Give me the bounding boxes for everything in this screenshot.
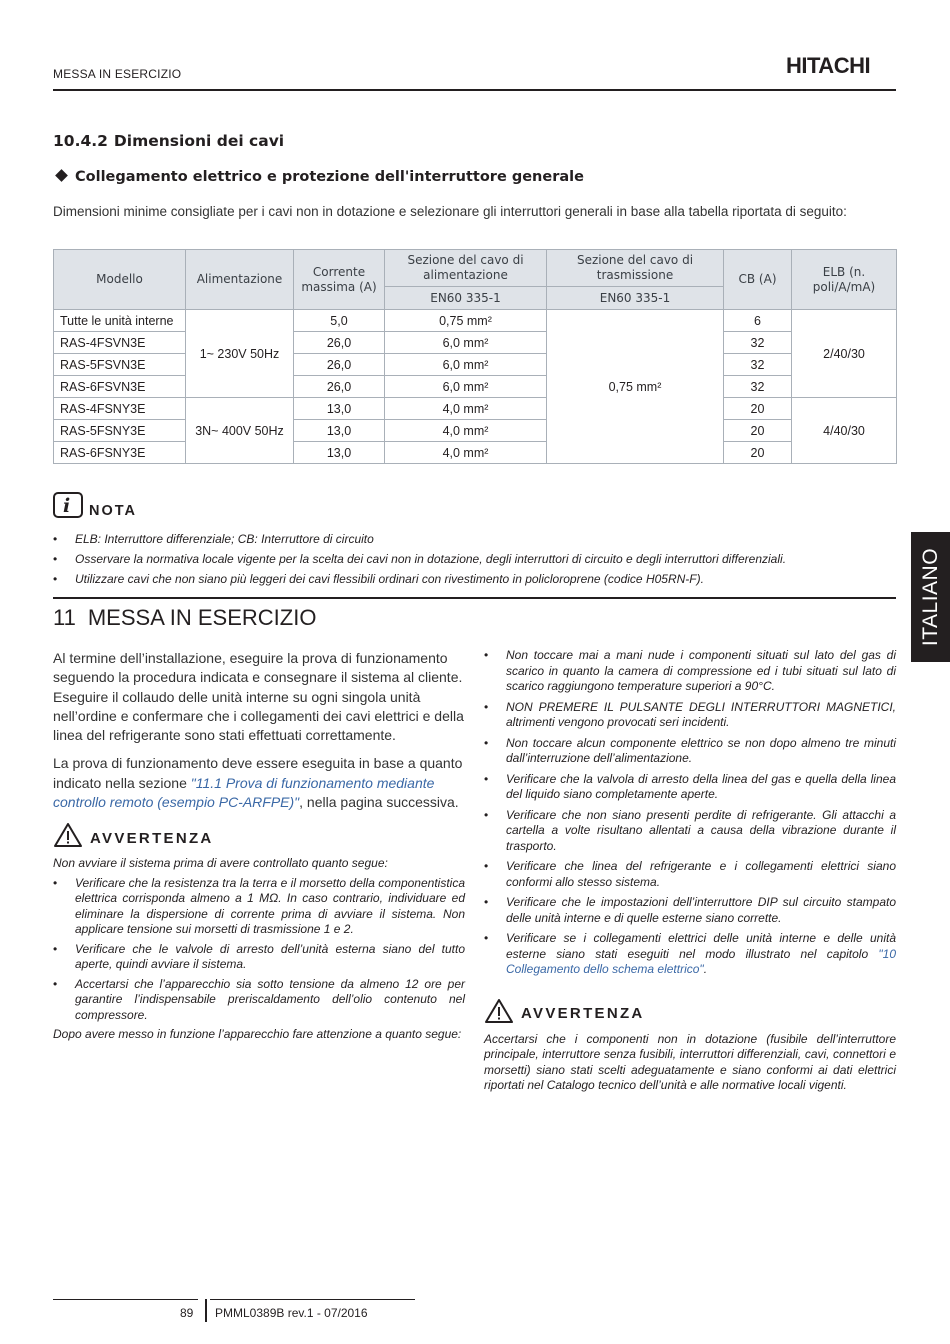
cell-cb: 20 [724, 442, 792, 464]
right-column [484, 648, 896, 1094]
cell-elb-group: 4/40/30 [792, 398, 897, 464]
precaution-list-block [484, 648, 896, 978]
warning-title: AVVERTENZA [90, 829, 214, 847]
cell-cb: 6 [724, 310, 792, 332]
cell-power-group: 1~ 230V 50Hz [186, 310, 294, 398]
note-item: • ELB: Interruttore differenziale; CB: Interruttore di circuito [53, 529, 896, 549]
cell-section: 6,0 mm² [385, 332, 547, 354]
cell-model: RAS-5FSNY3E [54, 420, 186, 442]
cell-elb-group: 2/40/30 [792, 310, 897, 398]
warning-item: • Verificare che le valvole di arresto dell’unità esterna siano del tutto aperte, quindi avviare il sistema. [53, 942, 465, 973]
table-row [54, 310, 897, 332]
running-header-section: MESSA IN ESERCIZIO [53, 67, 182, 81]
table-row [54, 398, 897, 420]
col-header-supply-cable: Sezione del cavo di alimentazione [385, 250, 547, 287]
language-side-tab [911, 532, 950, 662]
cell-model: RAS-6FSVN3E [54, 376, 186, 398]
test-run-paragraph [53, 754, 465, 812]
cell-current: 26,0 [294, 354, 385, 376]
warning-item: • Verificare che la resistenza tra la terra e il morsetto della componentistica elettrica corrisponda almeno a 1 MΩ. In caso contrario, individuare ed eliminare la dispersione di corrente prima di avviare il sistema. Non applicare tensione sui morsetti di trasmissione 1 e 2. [53, 876, 465, 938]
warning-intro: Non avviare il sistema prima di avere controllato quanto segue: [53, 856, 388, 871]
section-heading [53, 169, 584, 185]
cell-section: 0,75 mm² [385, 310, 547, 332]
header-rule [53, 89, 896, 91]
footer-divider [205, 1299, 207, 1322]
page-number: 89 [180, 1306, 194, 1320]
cell-model: RAS-4FSNY3E [54, 398, 186, 420]
footer-rule [53, 1299, 198, 1300]
table-row [54, 376, 897, 398]
col-header-elb: ELB (n. poli/A/mA) [792, 250, 897, 310]
precaution-list [484, 648, 896, 978]
table-row [54, 354, 897, 376]
document-code: PMML0389B rev.1 - 07/2016 [215, 1306, 368, 1320]
chapter-number: 11 [53, 605, 76, 630]
warning-item: • Accertarsi che l’apparecchio sia sotto tensione da almeno 12 ore per garantire l’indispensabile preriscaldamento dell’olio contenuto nel compressore. [53, 977, 465, 1024]
cell-section: 4,0 mm² [385, 398, 547, 420]
language-label: ITALIANO [918, 547, 942, 647]
cell-model: RAS-6FSNY3E [54, 442, 186, 464]
note-item: • Utilizzare cavi che non siano più leggeri dei cavi flessibili ordinari con rivestimento in policloroprene (codice H05RN-F). [53, 569, 896, 589]
chapter-rule [53, 597, 896, 599]
warning-body [53, 856, 465, 1043]
cell-cb: 32 [724, 376, 792, 398]
cell-cb: 32 [724, 354, 792, 376]
chapter-title-text: MESSA IN ESERCIZIO [87, 605, 317, 630]
table-row [54, 442, 897, 464]
paragraph-text: , nella pagina successiva. [299, 794, 459, 811]
cell-model: RAS-4FSVN3E [54, 332, 186, 354]
footer-rule [210, 1299, 415, 1300]
warning-icon [53, 822, 83, 848]
warning-list [53, 876, 465, 1024]
cell-current: 13,0 [294, 398, 385, 420]
chapter-title [53, 605, 316, 631]
subsection-title [53, 132, 284, 150]
test-run-section-link[interactable]: "11.1 Prova di funzionamento mediante controllo remoto (esempio PC-ARFPE)" [53, 774, 435, 811]
cell-section: 4,0 mm² [385, 420, 547, 442]
warning-title: AVVERTENZA [521, 1005, 645, 1022]
cell-current: 26,0 [294, 376, 385, 398]
col-header-current: Corrente massima (A) [294, 250, 385, 310]
col-header-model: Modello [54, 250, 186, 310]
precaution-item: • Verificare che la valvola di arresto della linea del gas e quella della linea del liquido siano completamente aperte. [484, 772, 896, 803]
item-text: Verificare se i collegamenti elettrici delle unità interne e delle unità esterne siano stati eseguiti nel modo illustrato nel capitolo [506, 931, 896, 961]
cell-section: 4,0 mm² [385, 442, 547, 464]
table-row [54, 332, 897, 354]
precaution-item: • Non toccare mai a mani nude i componenti situati sul lato del gas di scarico in quanto la camera di compressione ed i tubi situati sul lato di scarico raggiungono temperature superiori a 90°C. [484, 648, 896, 695]
cell-current: 26,0 [294, 332, 385, 354]
cell-cb: 20 [724, 398, 792, 420]
precaution-item: • NON PREMERE IL PULSANTE DEGLI INTERRUTTORI MAGNETICI, altrimenti vengono provocati seri incidenti. [484, 700, 896, 731]
col-header-cb: CB (A) [724, 250, 792, 310]
subsection-number: 10.4.2 [53, 132, 108, 150]
brand-logo: HITACHI [786, 53, 871, 78]
cable-size-table [53, 249, 897, 464]
warning-heading [484, 998, 896, 1024]
precaution-item: • Non toccare alcun componente elettrico se non dopo almeno tre minuti dall’interruzione dell’alimentazione. [484, 736, 896, 767]
note-item: • Osservare la normativa locale vigente per la scelta dei cavi non in dotazione, degli interruttori di circuito e degli interruttori differenziali. [53, 549, 896, 569]
warning-text: Accertarsi che i componenti non in dotazione (fusibile dell’interruttore principale, interruttore senza fusibili, interruttori differenziali, cavi, connettori e morsetti) siano stati scelti adeguatamente e siano conformi ai dati elettrici riportati nel Catalogo tecnico dell’unità e alle normative locali vigenti. [484, 1031, 896, 1092]
cell-current: 13,0 [294, 442, 385, 464]
warning-outro: Dopo avere messo in funzione l’apparecchio fare attenzione a quanto segue: [53, 1027, 462, 1042]
col-header-standard: EN60 335-1 [385, 287, 547, 310]
section-heading-text: Collegamento elettrico e protezione dell'interruttore generale [75, 169, 584, 185]
cell-current: 13,0 [294, 420, 385, 442]
col-header-standard: EN60 335-1 [547, 287, 724, 310]
item-text: . [703, 962, 708, 976]
warning-heading [53, 822, 465, 848]
cell-cb: 20 [724, 420, 792, 442]
diamond-bullet-icon [55, 169, 68, 182]
col-header-transmission-cable: Sezione del cavo di trasmissione [547, 250, 724, 287]
commissioning-paragraph: Al termine dell’installazione, eseguire la prova di funzionamento seguendo la procedura indicata e consegnare il sistema al cliente. Eseguire il collaudo delle unità interne su ogni singola unità nell’ordine e confermare che i collegamenti dei cavi elettrici e della linea del refrigerante sono stati effettuati correttamente. [53, 650, 464, 744]
cell-section: 6,0 mm² [385, 354, 547, 376]
cell-model: Tutte le unità interne [54, 310, 186, 332]
cell-model: RAS-5FSVN3E [54, 354, 186, 376]
table-row [54, 420, 897, 442]
note-list [53, 529, 896, 589]
cell-power-group: 3N~ 400V 50Hz [186, 398, 294, 464]
info-icon: i [53, 492, 83, 518]
cell-transmission: 0,75 mm² [547, 310, 724, 464]
cell-current: 5,0 [294, 310, 385, 332]
precaution-item: • Verificare che linea del refrigerante e i collegamenti elettrici siano conformi allo stesso sistema. [484, 859, 896, 890]
warning-icon [484, 998, 514, 1024]
paragraph-text: La prova di funzionamento deve essere eseguita in base a quanto indicato nella sezione [53, 755, 463, 791]
left-column [53, 649, 465, 1047]
precaution-item: • Verificare che le impostazioni dell’interruttore DIP sul circuito stampato delle unità interne e di quelle esterne siano corrette. [484, 895, 896, 926]
note-title: NOTA [89, 503, 138, 519]
wiring-chapter-link[interactable]: "10 Collegamento dello schema elettrico" [506, 946, 896, 976]
precaution-item: • Verificare che non siano presenti perdite di refrigerante. Gli attacchi a cartella a volte risultano allentati a causa della vibrazione durante il trasporto. [484, 808, 896, 855]
subsection-title-text: Dimensioni dei cavi [113, 132, 285, 150]
cell-section: 6,0 mm² [385, 376, 547, 398]
intro-paragraph: Dimensioni minime consigliate per i cavi non in dotazione e selezionare gli interruttori generali in base alla tabella riportata di seguito: [53, 204, 847, 219]
precaution-item [484, 931, 896, 978]
cell-cb: 32 [724, 332, 792, 354]
col-header-power: Alimentazione [186, 250, 294, 310]
